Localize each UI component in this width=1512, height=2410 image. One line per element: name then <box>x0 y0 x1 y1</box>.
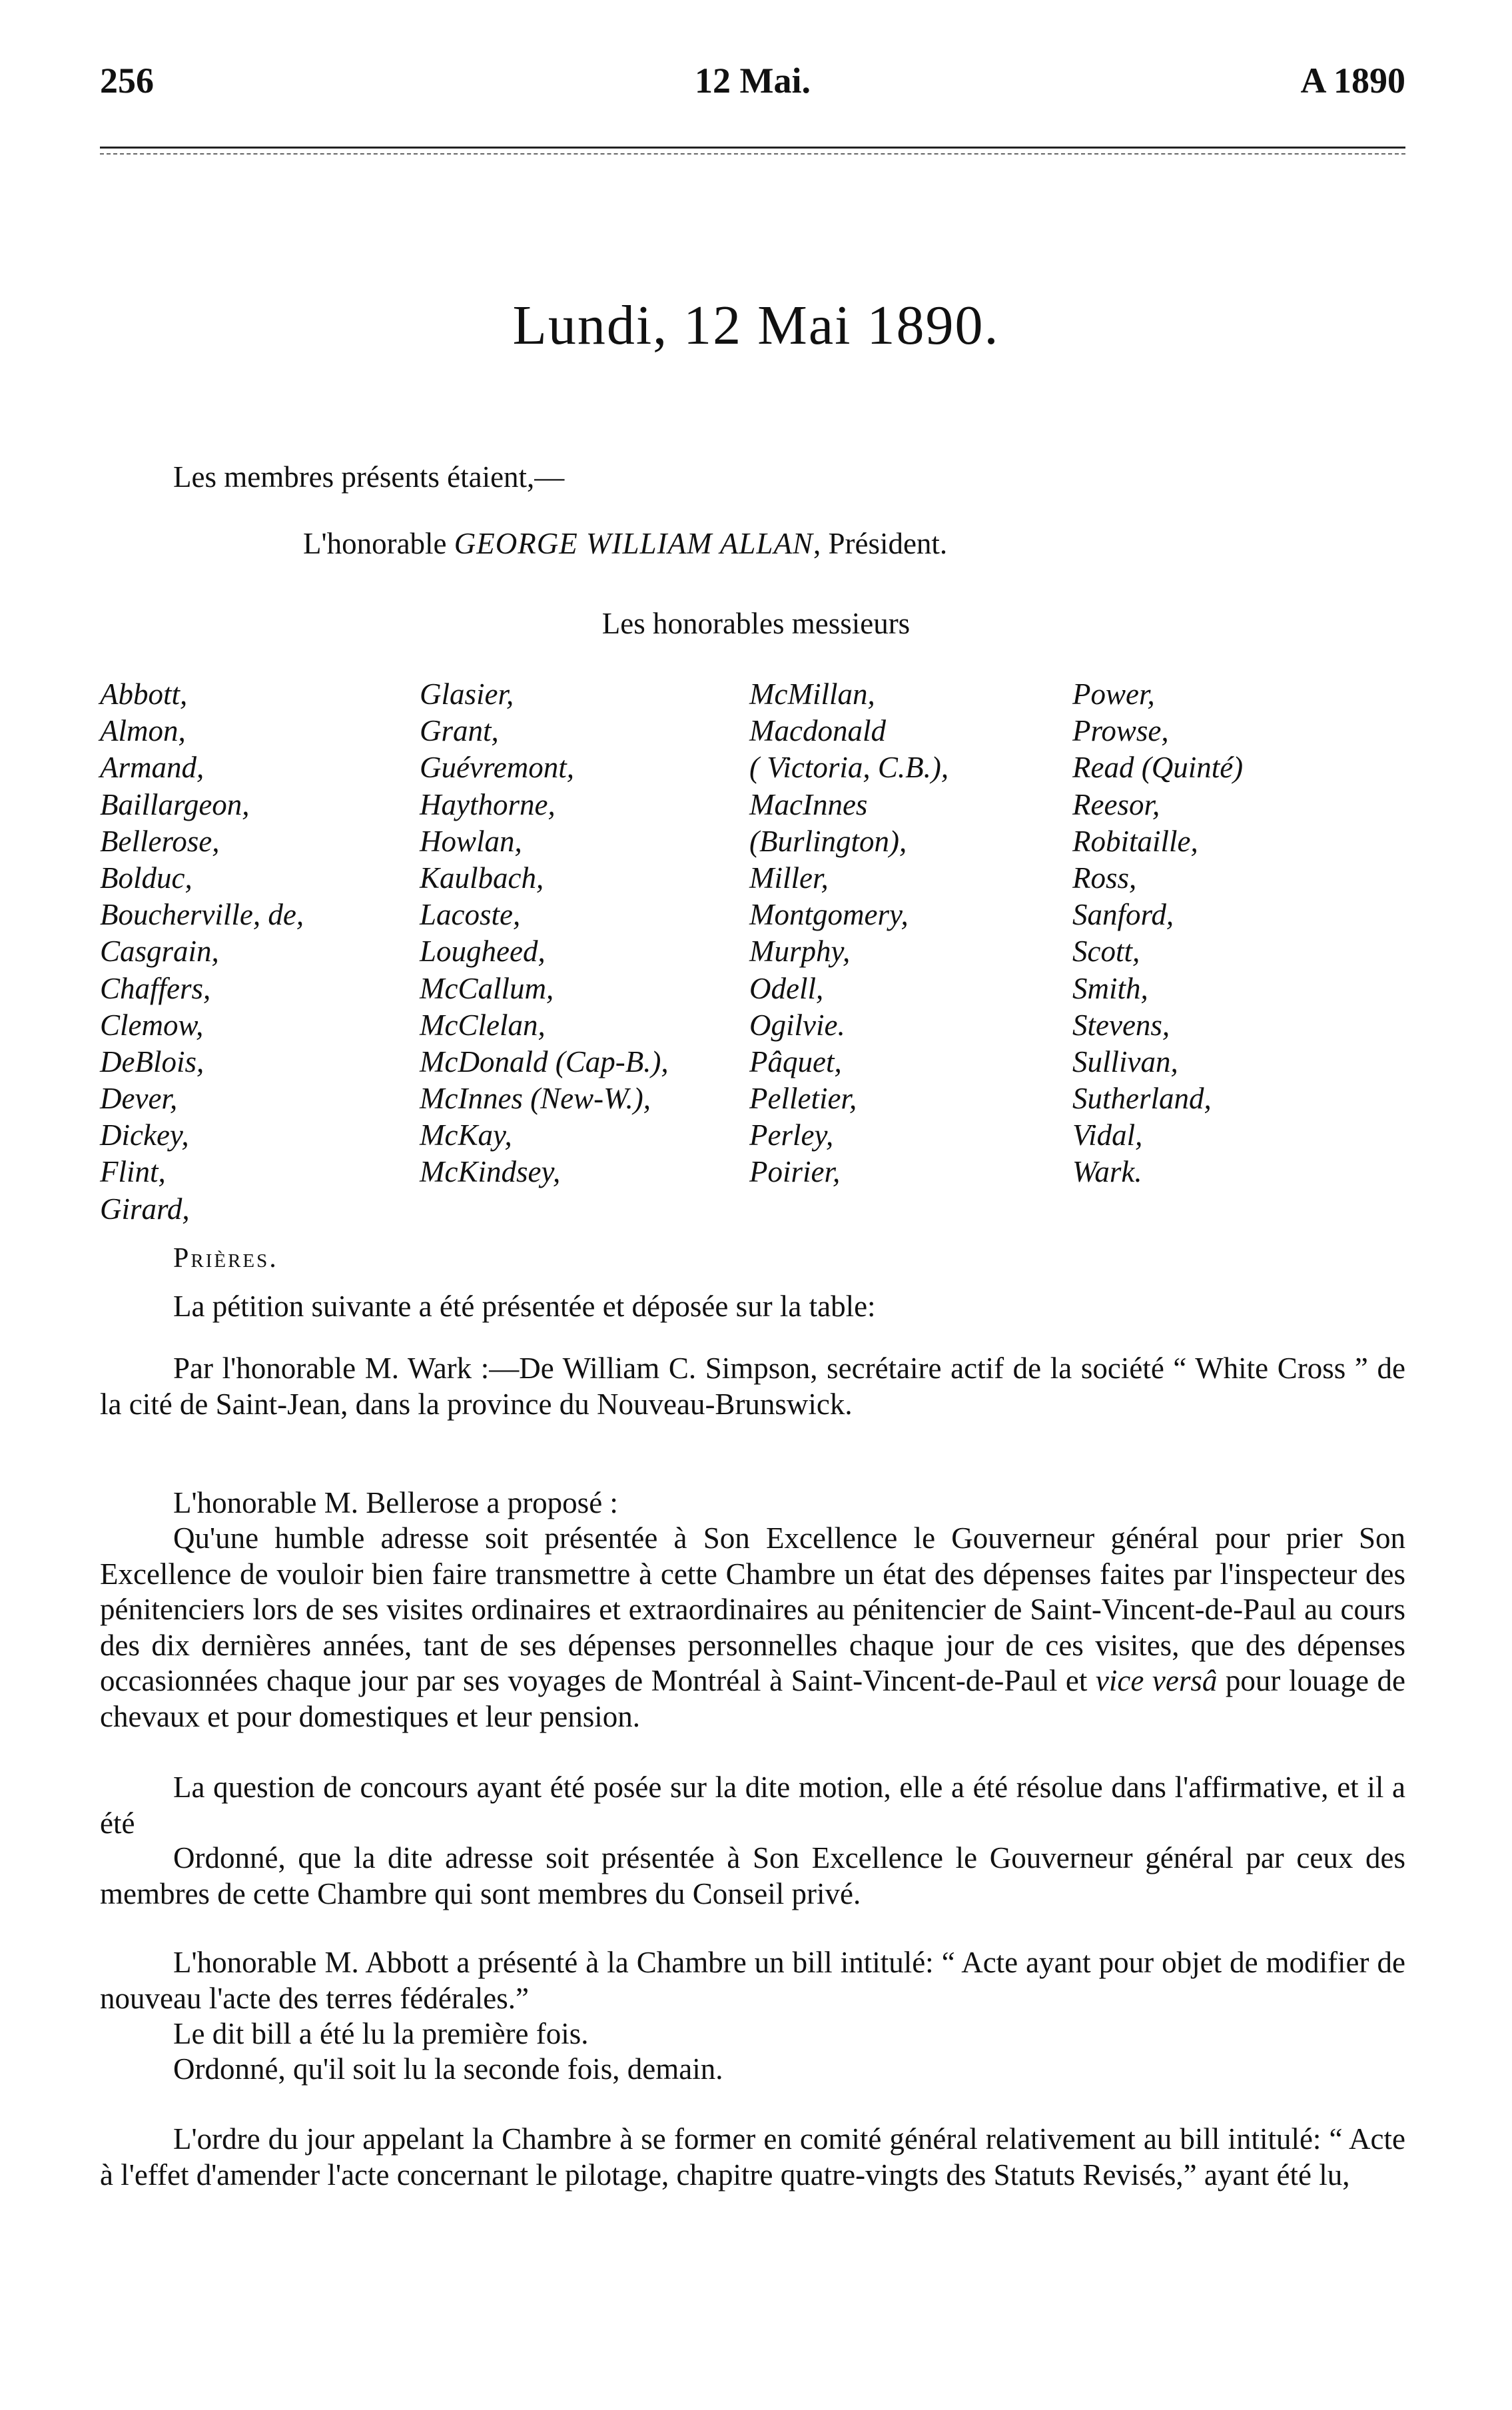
member-name: Casgrain, <box>100 935 219 969</box>
member-name: McDonald (Cap-B.), <box>420 1044 669 1078</box>
honorables-label: Les honorables messieurs <box>601 607 911 640</box>
member-name: Ross, <box>1072 861 1137 895</box>
member-name: Vidal, <box>1072 1118 1143 1152</box>
member-name: McMillan, <box>749 677 875 711</box>
member-name: Howlan, <box>420 824 522 858</box>
member-name: Wark. <box>1072 1155 1142 1189</box>
president-prefix: L'honorable <box>303 527 454 560</box>
header-rule <box>100 147 1405 149</box>
members-column-2 <box>420 676 669 1191</box>
member-name: Sanford, <box>1072 898 1174 932</box>
member-name: Guévremont, <box>420 751 575 785</box>
member-name: DeBlois, <box>100 1044 204 1078</box>
member-name: Montgomery, <box>749 898 909 932</box>
paragraph-address-motion <box>100 1521 1405 1735</box>
member-name: McInnes (New-W.), <box>420 1082 651 1116</box>
prieres-heading: Prières. <box>173 1243 278 1274</box>
member-name: Reesor, <box>1072 787 1160 821</box>
member-name: Grant, <box>420 714 499 748</box>
member-name: Abbott, <box>100 677 188 711</box>
member-name: (Burlington), <box>749 824 907 858</box>
member-name: McCallum, <box>420 971 554 1005</box>
paragraph-ordre-du-jour: L'ordre du jour appelant la Chambre à se former en comité général relativement au bill intitulé: “ Acte à l'effet d'amender l'acte concernant le pilotage, chapitre quatre-vingts des Statuts Revisés,” ayant été lu, <box>100 2122 1405 2192</box>
address-motion-text: Qu'une humble adresse soit présentée à Son Excellence le Gouverneur général pour prier Son Excellence de vouloir bien faire transmettre à cette Chambre un état des dépenses faites par l'inspecteur des pénitenciers lors de ses visites ordinaires et extraordinaires au pénitencier de Saint-Vincent-de-Paul au cours des dix dernières années, tant de ses dépenses personnelles chaque jour de ces visites, que des dépenses occasionnées chaque jour par ses voyages de Montréal à Saint-Vincent-de-Paul et <box>100 1521 1405 1697</box>
member-name: Lacoste, <box>420 898 521 932</box>
member-name: Flint, <box>100 1155 166 1189</box>
member-name: Clemow, <box>100 1008 204 1042</box>
members-column-4 <box>1072 676 1243 1191</box>
president-suffix: , Président. <box>813 527 948 560</box>
member-name: Pelletier, <box>749 1082 857 1116</box>
member-name: Dever, <box>100 1082 178 1116</box>
member-name: Boucherville, de, <box>100 898 304 932</box>
member-name: MacInnes <box>749 787 868 821</box>
member-name: Dickey, <box>100 1118 189 1152</box>
header-rule-dashed <box>100 153 1405 155</box>
member-name: Miller, <box>749 861 829 895</box>
paragraph-first-reading: Le dit bill a été lu la première fois. <box>173 2017 589 2050</box>
member-name: Pâquet, <box>749 1044 842 1078</box>
member-name: Armand, <box>100 751 204 785</box>
member-name: Sutherland, <box>1072 1082 1212 1116</box>
paragraph-petition-intro: La pétition suivante a été présentée et déposée sur la table: <box>173 1290 876 1323</box>
member-name: Prowse, <box>1072 714 1169 748</box>
member-name: Sullivan, <box>1072 1044 1178 1078</box>
paragraph-second-reading: Ordonné, qu'il soit lu la seconde fois, demain. <box>173 2052 723 2086</box>
member-name: McKay, <box>420 1118 512 1152</box>
paragraph-bellerose-proposes: L'honorable M. Bellerose a proposé : <box>173 1486 618 1519</box>
member-name: Stevens, <box>1072 1008 1170 1042</box>
member-name: Odell, <box>749 971 824 1005</box>
page-number: 256 <box>100 61 154 101</box>
member-name: Bolduc, <box>100 861 192 895</box>
member-name: Almon, <box>100 714 186 748</box>
header-date: 12 Mai. <box>695 61 811 101</box>
members-intro: Les membres présents étaient,— <box>173 460 565 494</box>
address-motion-text-end: pour louage de chevaux et pour domestiques et leur pension. <box>100 1664 1405 1733</box>
running-header <box>100 60 1405 113</box>
page-title: Lundi, 12 Mai 1890. <box>512 294 1000 356</box>
paragraph-petition-wark: Par l'honorable M. Wark :—De William C. Simpson, secrétaire actif de la société “ White Cross ” de la cité de Saint-Jean, dans la province du Nouveau-Brunswick. <box>100 1352 1405 1421</box>
member-name: Murphy, <box>749 935 851 969</box>
members-column-3 <box>749 676 948 1191</box>
member-name: McClelan, <box>420 1008 546 1042</box>
member-name: Lougheed, <box>420 935 546 969</box>
member-name: Chaffers, <box>100 971 211 1005</box>
paragraph-ordonne-adresse: Ordonné, que la dite adresse soit présentée à Son Excellence le Gouverneur général par ceux des membres de cette Chambre qui sont membres du Conseil privé. <box>100 1841 1405 1910</box>
member-name: ( Victoria, C.B.), <box>749 751 949 785</box>
member-name: Baillargeon, <box>100 787 250 821</box>
paragraph-question-concours: La question de concours ayant été posée sur la dite motion, elle a été résolue dans l'affirmative, et il a été <box>100 1771 1405 1840</box>
president-name: GEORGE WILLIAM ALLAN <box>454 527 813 560</box>
address-motion-italic: vice versâ <box>1095 1664 1218 1697</box>
paragraph-abbott-bill: L'honorable M. Abbott a présenté à la Chambre un bill intitulé: “ Acte ayant pour objet de modifier de nouveau l'acte des terres fédérales.” <box>100 1946 1405 2015</box>
member-name: Robitaille, <box>1072 824 1198 858</box>
member-name: Bellerose, <box>100 824 220 858</box>
member-name: Ogilvie. <box>749 1008 845 1042</box>
member-name: Kaulbach, <box>420 861 544 895</box>
member-name: Haythorne, <box>420 787 556 821</box>
member-name: Smith, <box>1072 971 1148 1005</box>
member-name: Macdonald <box>749 714 886 748</box>
member-name: Perley, <box>749 1118 834 1152</box>
president-line <box>303 526 947 561</box>
member-name: McKindsey, <box>420 1155 561 1189</box>
header-year: A 1890 <box>1300 61 1405 101</box>
member-name: Power, <box>1072 677 1155 711</box>
member-name: Poirier, <box>749 1155 841 1189</box>
members-column-1 <box>100 676 304 1228</box>
member-name: Glasier, <box>420 677 514 711</box>
member-name: Scott, <box>1072 935 1140 969</box>
member-name: Girard, <box>100 1192 190 1226</box>
member-name: Read (Quinté) <box>1072 751 1244 785</box>
